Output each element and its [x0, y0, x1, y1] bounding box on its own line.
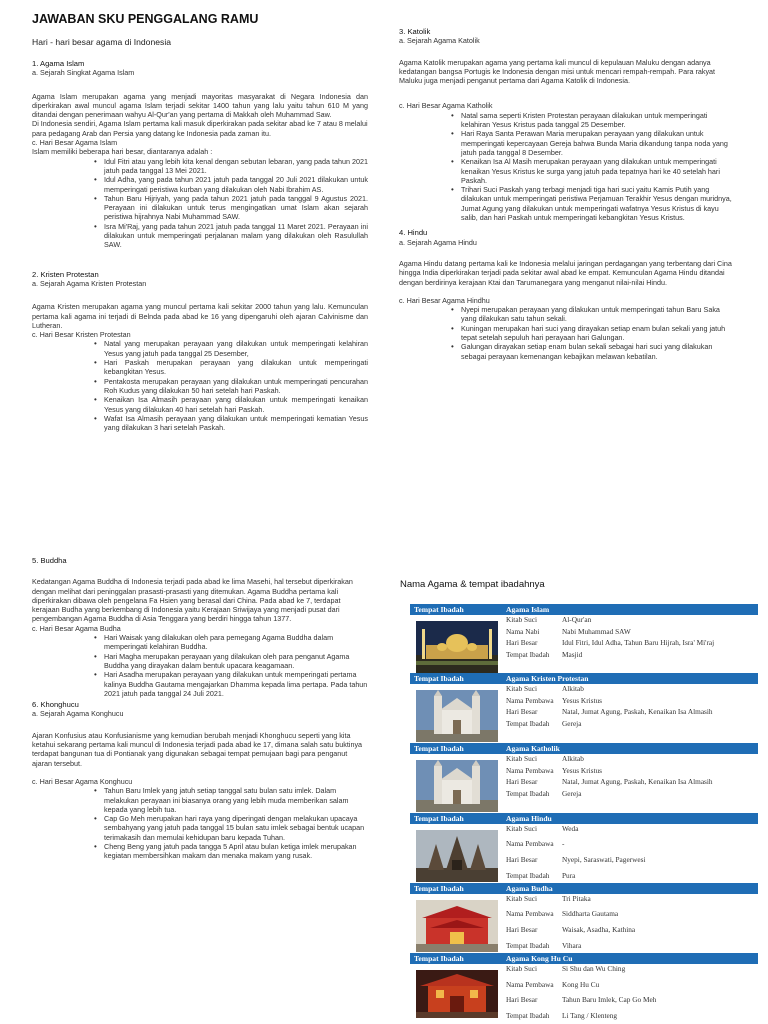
table-row: Hari Besar Tahun Baru Imlek, Cap Go Meh — [506, 995, 657, 1005]
list-item: • Kenaikan Isa Almasih perayaan yang dilakukan untuk memperingati kenaikan Yesus yang dilakukan 40 hari setelah hari Paskah. — [104, 395, 368, 414]
header-agama: Agama Kristen Protestan — [506, 674, 589, 683]
table-row: Tempat Ibadah Li Tang / Klenteng — [506, 1010, 618, 1020]
table-row: Tempat Ibadah Vihara — [506, 940, 582, 950]
list-item: • Natal sama seperti Kristen Protestan perayaan dilakukan untuk memperingati kelahiran Yesus Kristus pada tanggal 25 Desember. — [461, 111, 735, 130]
header-agama: Agama Hindu — [506, 814, 552, 823]
page-title: JAWABAN SKU PENGGALANG RAMU — [32, 12, 259, 26]
list-item: • Tahun Baru Imlek yang jatuh setiap tanggal satu bulan satu imlek. Dalam melakukan perayaan ini biasanya orang yang lebih muda memberikan salam kepada yang lebih tua. — [104, 786, 368, 814]
khonghucu-sejarah-label: a. Sejarah Agama Konghucu — [32, 709, 124, 719]
buddha-sejarah-p1: Kedatangan Agama Buddha di Indonesia terjadi pada abad ke lima Masehi, hal tersebut diperkirakan dengan melihat dari peninggalan prasasti-prasasti yang ditemukan. Agama Buddha pertama kali diperkirakan dibawa oleh pengelana Fa Hsien yang berasal dari China. Pada abad ke 7, terdapat kerajaan Budha yang berkembang di Indonesia yaitu Kerajaan Sriwijaya yang menjadi pusat dari pengembangan Agama Buddha di Asia Tenggara yang berdiri hingga tahun 1377. — [32, 577, 353, 624]
table-row: Nama Pembawa - — [506, 838, 565, 848]
header-tempat-ibadah: Tempat Ibadah — [414, 884, 464, 893]
table-header — [410, 813, 758, 824]
header-agama: Agama Katholik — [506, 744, 560, 753]
right-column-top — [399, 27, 735, 361]
vihara-image — [416, 900, 498, 952]
table-block-hindu — [410, 813, 758, 883]
list-item: • Hari Waisak yang dilakukan oleh para pemegang Agama Buddha dalam memperingati kelahiran Buddha. — [104, 633, 368, 652]
church-image — [416, 760, 498, 812]
islam-hari-label: c. Hari Besar Agama Islam — [32, 138, 118, 148]
kristen-hari-label: c. Hari Besar Kristen Protestan — [32, 330, 131, 340]
list-item: • Kenaikan Isa Al Masih merupakan perayaan yang dilakukan untuk memperingati kenaikan Yesus Kristus ke surga yang jatuh pada tepatnya hari ke 40 setelah hari Paskah. — [461, 157, 735, 185]
list-item: • Trihari Suci Paskah yang terbagi menjadi tiga hari suci yaitu Kamis Putih yang dilakukan untuk memperingati peristiwa Perjamuan Terakhir Yesus dengan muridnya, Jumat Agung yang dilakukan untuk memperingati wafatnya Yesus Kristus di kayu salib, dan hari Paskah untuk memperingati kebangkitan Yesus Kristus. — [461, 185, 735, 222]
table-row: Kitab Suci Alkitab — [506, 684, 584, 693]
table-row: Kitab Suci Weda — [506, 824, 579, 833]
islam-hari-list — [32, 157, 368, 250]
islam-hari-intro: Islam memiliki beberapa hari besar, diantaranya adalah : — [32, 147, 213, 157]
list-item: • Kuningan merupakan hari suci yang dirayakan setiap enam bulan sekali yang jatuh tepat setelah sepuluh hari perayaan hari Galungan. — [461, 324, 735, 343]
hindu-heading: 4. Hindu — [399, 228, 428, 238]
table-row: Kitab Suci Si Shu dan Wu Ching — [506, 964, 626, 973]
table-row: Tempat Ibadah Pura — [506, 870, 576, 880]
buddha-hari-label: c. Hari Besar Agama Budha — [32, 623, 121, 633]
hindu-hari-label: c. Hari Besar Agama Hindhu — [399, 295, 490, 305]
header-agama: Agama Budha — [506, 884, 553, 893]
islam-sejarah-p1: Agama Islam merupakan agama yang menjadi mayoritas masyarakat di Negara Indonesia dan diperkirakan awal muncul agama Islam terjadi sekitar 1400 tahun yang lalu yaitu tahun 610 M yang ditandai dengan penerimaan wahyu Al-Qur'an yang pertama di Makkah oleh Muhammad Saw. — [32, 91, 368, 120]
table-header — [410, 604, 758, 615]
katolik-sejarah-label: a. Sejarah Agama Katolik — [399, 36, 480, 46]
islam-sejarah-p2: Di Indonesia sendiri, Agama Islam pertama kali masuk diperkirakan pada sekitar abad ke 7 atau 8 melalui para pedagang Arab dan Persia yang datang ke Indonesia pada zaman itu. — [32, 119, 368, 138]
list-item: • Tahun Baru Hijriyah, yang pada tahun 2021 jatuh pada tanggal 9 Agustus 2021. Perayaan ini dilakukan untuk terus mengingatkan umat Islam akan sejarah peristiwa hijrahnya Nabi Muhammad SAW. — [104, 194, 368, 222]
header-tempat-ibadah: Tempat Ibadah — [414, 605, 464, 614]
list-item: • Hari Asadha merupakan perayaan yang dilakukan untuk memperingati pertama kalinya Buddha Gautama mengajarkan Dhamma kepada lima pertapa. Pada tahun 2021 jatuh pada tanggal 24 Juli 2021. — [104, 670, 368, 698]
table-row: Hari Besar Waisak, Asadha, Kathina — [506, 925, 636, 935]
kristen-heading: 2. Kristen Protestan — [32, 269, 99, 279]
hindu-sejarah-label: a. Sejarah Agama Hindu — [399, 237, 477, 247]
list-item: • Pentakosta merupakan perayaan yang dilakukan untuk memperingati pencurahan Roh Kudus yang dilakukan 50 hari setelah hari Paskah. — [104, 377, 368, 396]
katolik-hari-list — [399, 111, 735, 223]
kristen-hari-list — [32, 339, 368, 432]
khonghucu-hari-list — [32, 786, 368, 860]
kristen-sejarah-label: a. Sejarah Agama Kristen Protestan — [32, 278, 147, 288]
khonghucu-heading: 6. Khonghucu — [32, 700, 79, 710]
header-tempat-ibadah: Tempat Ibadah — [414, 954, 464, 963]
table-row: Tempat Ibadah Gereja — [506, 718, 582, 728]
list-item: • Wafat Isa Almasih perayaan yang dilakukan untuk memperingati kematian Yesus yang dilakukan 3 hari setelah Paskah. — [104, 414, 368, 433]
list-item: • Hari Magha merupakan perayaan yang dilakukan oleh para penganut Agama Buddha yang dirayakan dalam bentuk upacara keagamaan. — [104, 652, 368, 671]
table-block-katholik — [410, 743, 758, 813]
table-header — [410, 953, 758, 964]
khonghucu-sejarah-p1: Ajaran Konfusius atau Konfusianisme yang kemudian berubah menjadi Khonghucu seperti yang kita ketahui sekarang pertama kali muncul di Indonesia terjadi pada abad ke 17, dimana salah satu buktinya terdapat bangunan tua di Pontianak yang digunakan sebagai tempat pemujaan bagi para penganut ajaran tersebut. — [32, 730, 363, 768]
table-row: Nama Pembawa Yesus Kristus — [506, 765, 603, 775]
table-row: Tempat Ibadah Gereja — [506, 788, 582, 798]
hindu-sejarah-p1: Agama Hindu datang pertama kali ke Indonesia melalui jaringan perdagangan yang terbentang dari Cina hingga India diperkirakan terjadi pada sekitar awal abad ke empat. Kemunculan Agama Hindu ditandai dengan berdirinya kerajaan Ktai dan Tarumanegara yang menganut nilai-nilai Hindu. — [399, 258, 732, 287]
header-tempat-ibadah: Tempat Ibadah — [414, 674, 464, 683]
table-block-konghucu — [410, 953, 758, 1020]
khonghucu-hari-label: c. Hari Besar Agama Konghucu — [32, 776, 133, 786]
left-column-top — [32, 12, 368, 432]
table-header — [410, 673, 758, 684]
islam-heading: 1. Agama Islam — [32, 59, 85, 68]
table-header — [410, 743, 758, 754]
list-item: • Isra Mi'Raj, yang pada tahun 2021 jatuh pada tanggal 11 Maret 2021. Perayaan ini dilakukan untuk memperingati perjalanan malam yang dilakukan oleh Rasulullah SAW. — [104, 222, 368, 250]
table-row: Nama Nabi Nabi Muhammad SAW — [506, 626, 631, 636]
table-row: Hari Besar Nyepi, Saraswati, Pagerwesi — [506, 855, 646, 865]
ibadah-table — [410, 604, 758, 1020]
klenteng-image — [416, 970, 498, 1018]
table-row: Nama Pembawa Kong Hu Cu — [506, 979, 600, 989]
buddha-heading: 5. Buddha — [32, 556, 67, 565]
header-tempat-ibadah: Tempat Ibadah — [414, 744, 464, 753]
table-block-islam — [410, 604, 758, 673]
left-column-bottom — [32, 556, 368, 861]
table-row: Hari Besar Natal, Jumat Agung, Paskah, Kenaikan Isa Almasih — [506, 777, 713, 787]
table-title: Nama Agama & tempat ibadahnya — [400, 579, 545, 590]
table-block-kristen — [410, 673, 758, 743]
islam-sejarah-label: a. Sejarah Singkat Agama Islam — [32, 68, 135, 78]
list-item: • Nyepi merupakan perayaan yang dilakukan untuk memperingati tahun Baru Saka yang dilakukan satu tahun sekali. — [461, 305, 735, 324]
list-item: • Cap Go Meh merupakan hari raya yang diperingati dengan melakukan upacaya sembahyang yang jatuh pada tanggal 15 bulan satu imlek sebagai bentuk ucapan terimakasih dan memulai kehidupan baru kepada Tuhan. — [104, 814, 368, 842]
list-item: • Hari Paskah merupakan perayaan yang dilakukan untuk memperingati kebangkitan Yesus. — [104, 358, 368, 377]
mosque-image — [416, 621, 498, 673]
list-item: • Natal yang merupakan perayaan yang dilakukan untuk memperingati kelahiran Yesus yang jatuh pada tanggal 25 Desember, — [104, 339, 368, 358]
header-agama: Agama Islam — [506, 605, 550, 614]
table-row: Kitab Suci Al-Qur'an — [506, 615, 592, 624]
hindu-hari-list — [399, 305, 735, 361]
church-image — [416, 690, 498, 742]
katolik-hari-label: c. Hari Besar Agama Katholik — [399, 101, 493, 111]
katolik-sejarah-p1: Agama Katolik merupakan agama yang pertama kali muncul di kepulauan Maluku dengan adanya kedatangan bangsa Portugis ke Indonesia dengan misi untuk mencari rempah-rempah. Para rakyat Maluku juga menjadi penganut pertama dari Agama Katolik di Indonesia. — [399, 57, 716, 86]
header-agama: Agama Kong Hu Cu — [506, 954, 573, 963]
table-row: Nama Pembawa Siddharta Gautama — [506, 908, 619, 918]
header-tempat-ibadah: Tempat Ibadah — [414, 814, 464, 823]
table-row: Kitab Suci Alkitab — [506, 754, 584, 763]
list-item: • Cheng Beng yang jatuh pada tangga 5 April atau bulan ketiga imlek merupakan kegiatan membersihkan makam dan menaka makam yang rusak. — [104, 842, 368, 861]
list-item: • Hari Raya Santa Perawan Maria merupakan perayaan yang dilakukan untuk memperingati kepercayaan Gereja bahwa Bunda Maria dikandung tanpa noda yang jatuh pada tanggal 8 Desember. — [461, 129, 735, 157]
table-header — [410, 883, 758, 894]
kristen-sejarah-p1: Agama Kristen merupakan agama yang muncul pertama kali sekitar 2000 tahun yang lalu. Kemunculan pertama kali agama ini terjadi di Belnda pada abad ke 16 yang dipengaruhi oleh ajaran Calvinisme dan Lutheran. — [32, 302, 368, 330]
table-row: Hari Besar Idul Fitri, Idul Adha, Tahun Baru Hijrah, Isra' Mi'raj — [506, 638, 715, 648]
table-row: Tempat Ibadah Masjid — [506, 649, 583, 659]
list-item: • Idul Fitri atau yang lebih kita kenal dengan sebutan lebaran, yang pada tahun 2021 jatuh pada tanggal 13 Mei 2021. — [104, 157, 368, 176]
list-item: • Galungan dirayakan setiap enam bulan sekali sebagai hari suci yang dilakukan sebagai perayaan kemenangan kebajikan melawan kebatilan. — [461, 342, 735, 361]
table-row: Kitab Suci Tri Pitaka — [506, 894, 591, 903]
katolik-heading: 3. Katolik — [399, 27, 431, 36]
list-item: • Idul Adha, yang pada tahun 2021 jatuh pada tanggal 20 Juli 2021 dilakukan untuk memperingati peristiwa kurban yang dilakukan oleh Nabi Ibrahim AS. — [104, 175, 368, 194]
table-row: Hari Besar Natal, Jumat Agung, Paskah, Kenaikan Isa Almasih — [506, 707, 713, 717]
table-row: Nama Pembawa Yesus Kristus — [506, 695, 603, 705]
table-block-budha — [410, 883, 758, 953]
buddha-hari-list — [32, 633, 368, 698]
temple-image — [416, 830, 498, 882]
page-subtitle: Hari - hari besar agama di Indonesia — [32, 37, 172, 47]
